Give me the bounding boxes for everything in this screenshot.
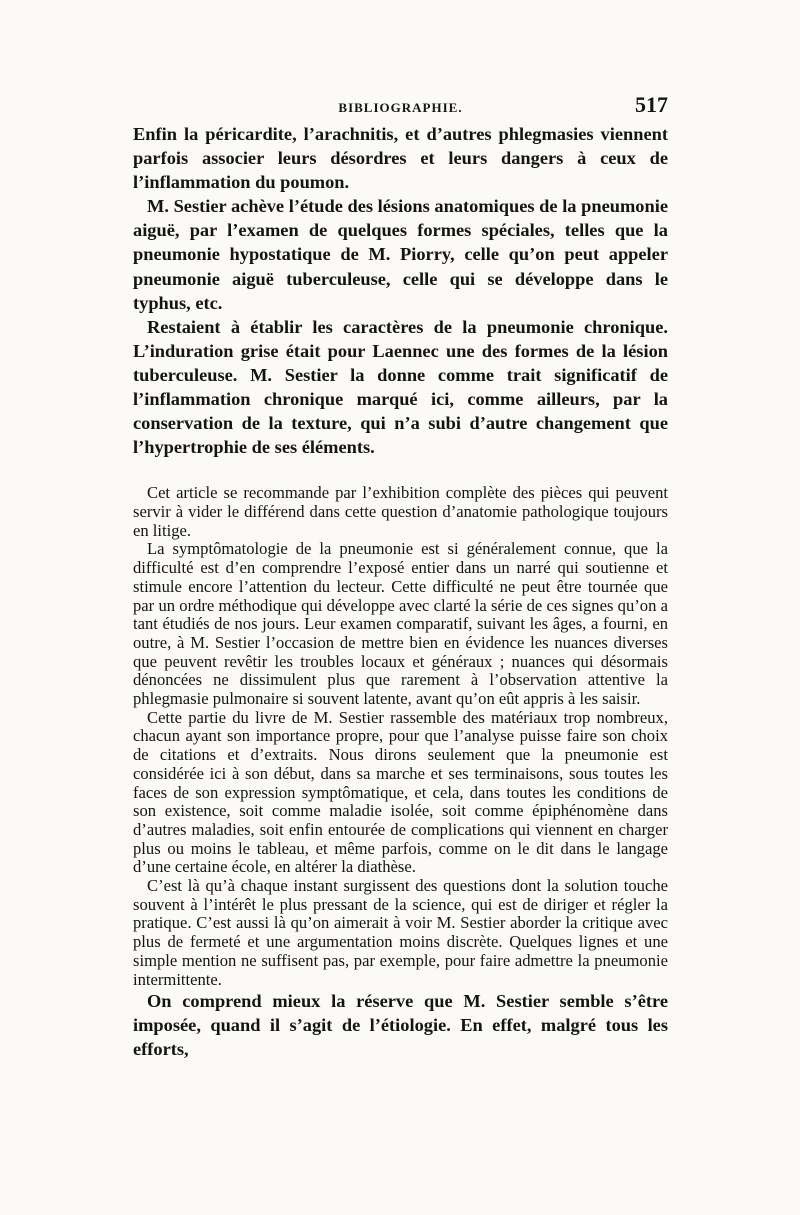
paragraph: La symptômatologie de la pneumonie est si généralement connue, que la difficulté est d’en comprendre l’exposé entier dans un narré qui soutienne et stimule encore l’attention du lecteur. Cette difficulté ne peut être tournée que par un ordre méthodique qui développe avec clarté la série de ces signes qu’on a tant étudiés de nos jours. Leur examen comparatif, suivant les âges, a fourni, en outre, à M. Sestier l’occasion de mettre bien en évidence les nuances diverses que peuvent revêtir les troubles locaux et généraux ; nuances qui désormais dénoncées ne dissimulent plus que rarement à l’observation attentive la phlegmasie pulmonaire si souvent latente, avant qu’on eût appris à les saisir. (133, 539, 668, 709)
paragraph: Enfin la péricardite, l’arachnitis, et d’autres phlegmasies viennent parfois associer leurs désordres et leurs dangers à ceux de l’inflammation du poumon. (133, 124, 668, 193)
page-header (133, 92, 668, 122)
paragraph: M. Sestier achève l’étude des lésions anatomiques de la pneumonie aiguë, par l’examen de quelques formes spéciales, telles que la pneumonie hypostatique de M. Piorry, celle qu’on peut appeler pneumonie aiguë tuberculeuse, celle qui se développe dans le typhus, etc. (133, 196, 668, 313)
page-number: 517 (635, 92, 668, 117)
section-gap (133, 459, 668, 484)
text-section-large-print (133, 122, 668, 459)
text-section-large-print-continued (133, 989, 668, 1061)
paragraph: On comprend mieux la réserve que M. Sestier semble s’être imposée, quand il s’agit de l’étiologie. En effet, malgré tous les efforts, (133, 991, 668, 1060)
paragraph: Cet article se recommande par l’exhibition complète des pièces qui peuvent servir à vider le différend dans cette question d’anatomie pathologique toujours en litige. (133, 483, 668, 540)
paragraph: Cette partie du livre de M. Sestier rassemble des matériaux trop nombreux, chacun ayant son importance propre, pour que l’analyse puisse faire son choix de citations et d’extraits. Nous dirons seulement que la pneumonie est considérée ici à son début, dans sa marche et ses terminaisons, sous toutes les faces de son expression symptômatique, et cela, dans toutes les conditions de son existence, soit comme maladie isolée, soit comme épiphénomène dans d’autres maladies, soit enfin entourée de complications qui viennent en charger plus ou moins le tableau, et même parfois, comme on le dit dans le langage d’une certaine école, en altérer la diathèse. (133, 707, 668, 877)
text-section-small-print (133, 484, 668, 989)
running-title: BIBLIOGRAPHIE. (338, 100, 463, 115)
paragraph: Restaient à établir les caractères de la pneumonie chronique. L’induration grise était pour Laennec une des formes de la lésion tuberculeuse. M. Sestier la donne comme trait significatif de l’inflammation chronique marqué ici, comme ailleurs, par la conservation de la texture, qui n’a subi d’autre changement que l’hypertrophie de ses éléments. (133, 316, 668, 458)
paragraph: C’est là qu’à chaque instant surgissent des questions dont la solution touche souvent à l’intérêt le plus pressant de la science, qui est de diriger et régler la pratique. C’est aussi là qu’on aimerait à voir M. Sestier aborder la critique avec plus de fermeté et une argumentation moins discrète. Quelques lignes et une simple mention ne suffisent pas, par exemple, pour faire admettre la pneumonie intermittente. (133, 876, 668, 989)
book-page (133, 92, 668, 1062)
